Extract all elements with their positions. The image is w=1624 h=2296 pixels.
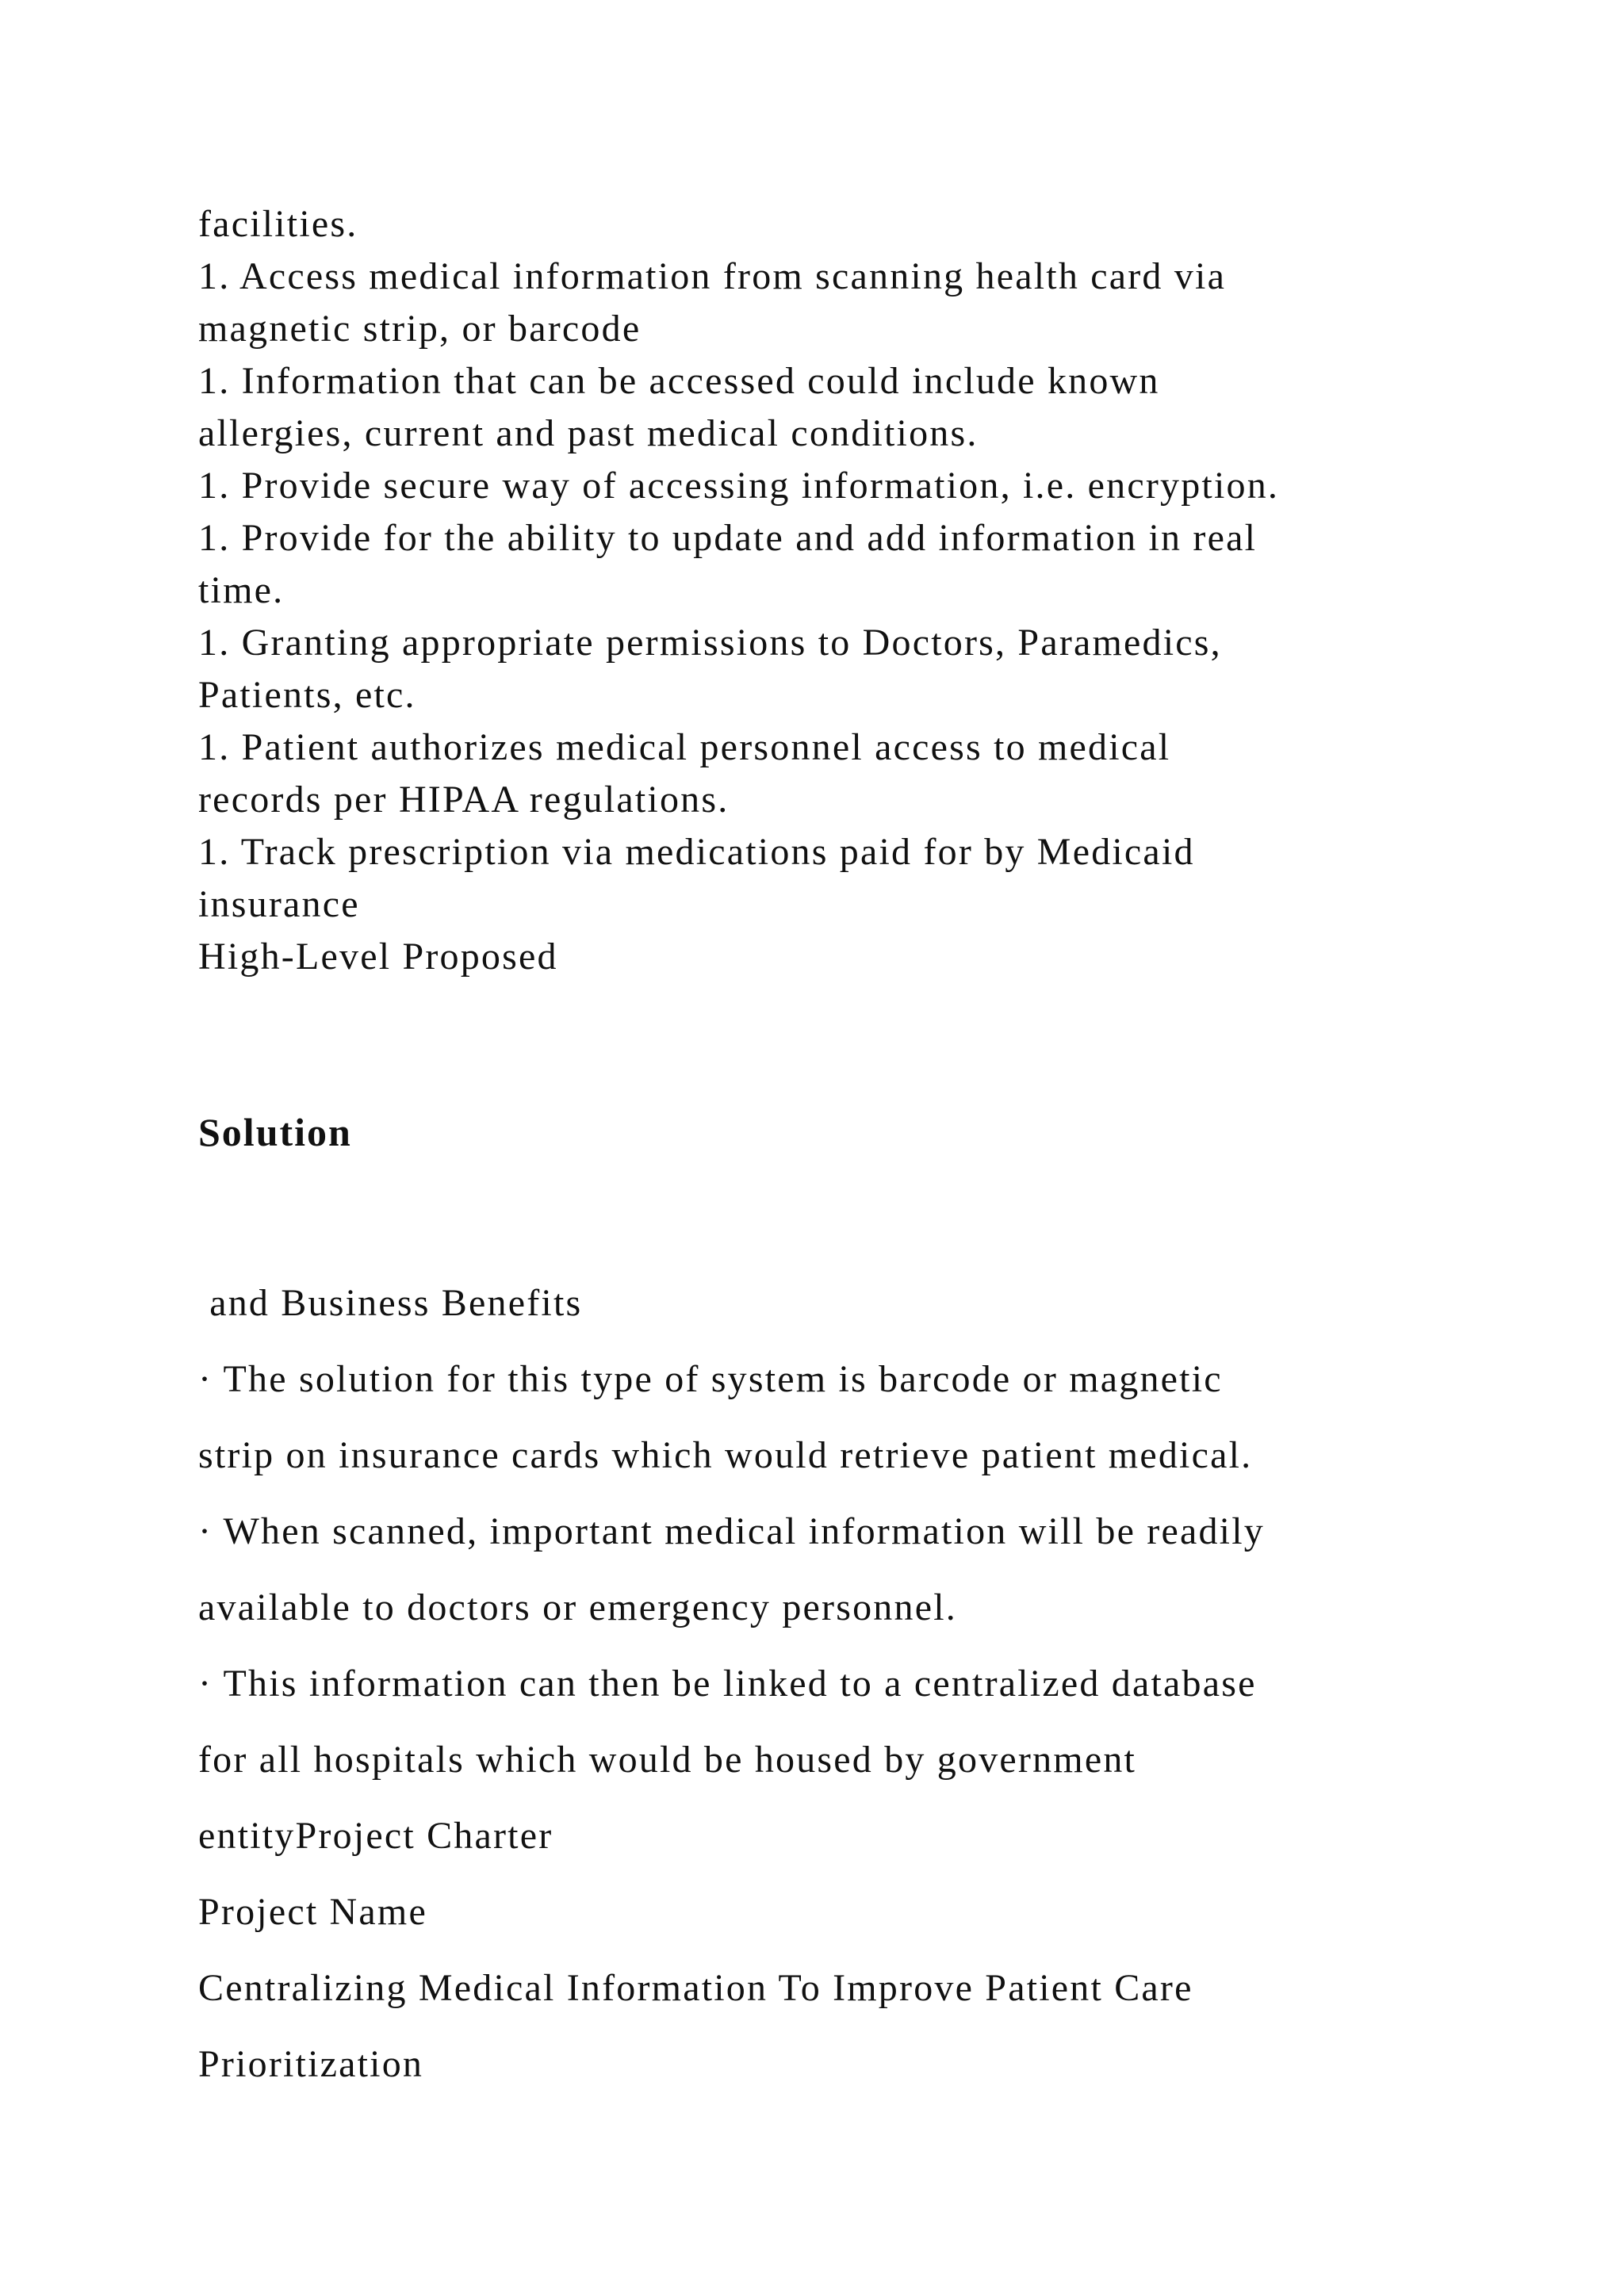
text-line: 1. Provide for the ability to update and add information in real (198, 517, 1258, 559)
text-line: available to doctors or emergency personnel. (198, 1586, 957, 1628)
text-line: entityProject Charter (198, 1815, 553, 1857)
text-line: 1. Granting appropriate permissions to Doctors, Paramedics, (198, 622, 1222, 664)
text-line: time. (198, 569, 285, 611)
text-line: facilities. (198, 203, 358, 245)
text-line: · When scanned, important medical information will be readily (198, 1510, 1265, 1552)
text-line: Project Name (198, 1891, 427, 1933)
text-line: magnetic strip, or barcode (198, 308, 642, 350)
text-line: 1. Track prescription via medications paid for by Medicaid (198, 831, 1195, 873)
text-line: allergies, current and past medical conditions. (198, 412, 979, 454)
text-line: · This information can then be linked to a centralized database (198, 1663, 1257, 1705)
section-heading: Solution (198, 1110, 352, 1154)
text-line: strip on insurance cards which would retrieve patient medical. (198, 1434, 1253, 1476)
text-line: records per HIPAA regulations. (198, 779, 730, 821)
text-line: Centralizing Medical Information To Improve Patient Care (198, 1967, 1193, 2009)
text-line: 1. Patient authorizes medical personnel access to medical (198, 726, 1171, 768)
text-line: 1. Information that can be accessed could include known (198, 360, 1160, 402)
requirements-text-block (198, 198, 1467, 983)
text-line: Prioritization (198, 2043, 424, 2085)
text-line: · The solution for this type of system is barcode or magnetic (198, 1358, 1223, 1400)
text-line: 1. Provide secure way of accessing information, i.e. encryption. (198, 465, 1280, 507)
text-line: for all hospitals which would be housed by government (198, 1739, 1137, 1781)
text-line: High-Level Proposed (198, 936, 558, 978)
text-line: and Business Benefits (198, 1282, 583, 1324)
text-line: Patients, etc. (198, 674, 416, 716)
text-line: insurance (198, 883, 360, 925)
text-line: 1. Access medical information from scanning health card via (198, 255, 1227, 297)
benefits-text-block (198, 1265, 1467, 2103)
